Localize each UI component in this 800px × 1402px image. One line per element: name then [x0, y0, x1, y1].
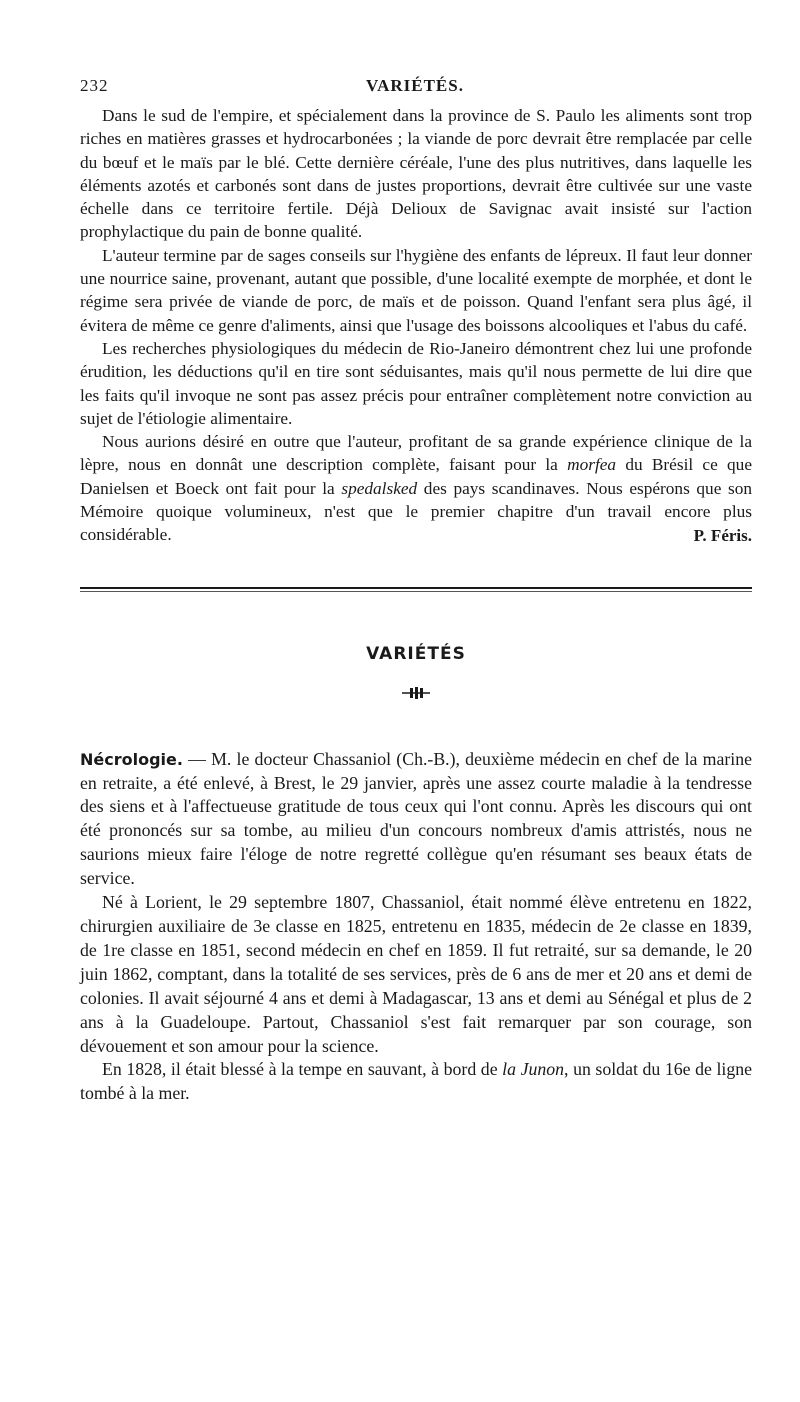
- page-number: 232: [80, 76, 109, 95]
- author-signature: P. Féris.: [693, 525, 752, 545]
- section-divider: [80, 587, 752, 589]
- obituary: [80, 748, 752, 1107]
- review-paragraph: L'auteur termine par de sages conseils sur l'hygiène des enfants de lépreux. Il faut leur donner une nourrice saine, provenant, autant que possible, d'une localité exempte de morphée, et dont le régime sera privée de viande de porc, de maïs et de poisson. Quand l'enfant sera plus âgé, il évitera de même ce genre d'aliments, ainsi que l'usage des boissons alcooliques et l'abus du café.: [80, 245, 752, 335]
- review-paragraph: Dans le sud de l'empire, et spécialement dans la province de S. Paulo les aliments sont trop riches en matières grasses et hydrocarbonées ; la viande de porc devrait être remplacée par celle du bœuf et le maïs par le blé. Cette dernière céréale, l'une des plus nutritives, dans laquelle les éléments azotés et carbonés sont dans de justes proportions, devrait être cultivée sur une vaste échelle dans ce territoire fertile. Déjà Delioux de Savignac avait insisté sur l'action prophylactique du pain de bonne qualité.: [80, 106, 752, 242]
- obituary-paragraph: En 1828, il était blessé à la tempe en sauvant, à bord de la Junon, un soldat du 16e de ligne tombé à la mer.: [80, 1059, 752, 1104]
- obituary-paragraph: Nécrologie. — M. le docteur Chassaniol (Ch.-B.), deuxième médecin en chef de la marine en retraite, a été enlevé, à Brest, le 29 janvier, après une assez courte maladie à la tendresse des siens et à l'affectueuse gratitude de tous ceux qui l'ont connu. Après les discours qui ont été prononcés sur sa tombe, au milieu d'un concours nombreux d'amis attristés, nous ne saurions mieux faire l'éloge de notre regretté collègue qu'en résumant ses beaux états de service.: [80, 748, 752, 889]
- review-paragraph: Les recherches physiologiques du médecin de Rio-Janeiro démontrent chez lui une profonde érudition, les déductions qu'il en tire sont séduisantes, mais qu'il nous permette de lui dire que les faits qu'il invoque ne sont pas assez précis pour entraîner complètement notre conviction au sujet de l'étiologie alimentaire.: [80, 338, 752, 428]
- book-review-text: [80, 104, 752, 547]
- obituary-paragraph: Né à Lorient, le 29 septembre 1807, Chassaniol, était nommé élève entretenu en 1822, chirurgien auxiliaire de 3e classe en 1825, entretenu en 1835, médecin de 2e classe en 1839, de 1re classe en 1851, second médecin en chef en 1859. Il fut retraité, sur sa demande, le 20 juin 1862, comptant, dans la totalité de ses services, près de 6 ans de mer et 20 ans et demi de colonies. Il avait séjourné 4 ans et demi à Madagascar, 13 ans et demi au Sénégal et plus de 2 ans à la Guadeloupe. Partout, Chassaniol s'est fait remarquer par son courage, son dévouement et son amour pour la science.: [80, 892, 752, 1056]
- book-page: [80, 72, 752, 1106]
- ornament-icon: [80, 686, 752, 706]
- review-paragraph-last: Nous aurions désiré en outre que l'auteur, profitant de sa grande expérience clinique de la lèpre, nous en donnât une description complète, faisant pour la morfea du Brésil ce que Danielsen et Boeck ont fait pour la spedalsked des pays scandinaves. Nous espérons que son Mémoire quoique volumineux, n'est que le premier chapitre d'un travail encore plus considérable.: [80, 432, 752, 545]
- section-title: VARIÉTÉS: [366, 643, 466, 664]
- running-title: VARIÉTÉS.: [366, 76, 464, 95]
- obituary-heading: Nécrologie.: [80, 749, 183, 769]
- running-head: [80, 72, 752, 104]
- section-divider-thin: [80, 591, 752, 592]
